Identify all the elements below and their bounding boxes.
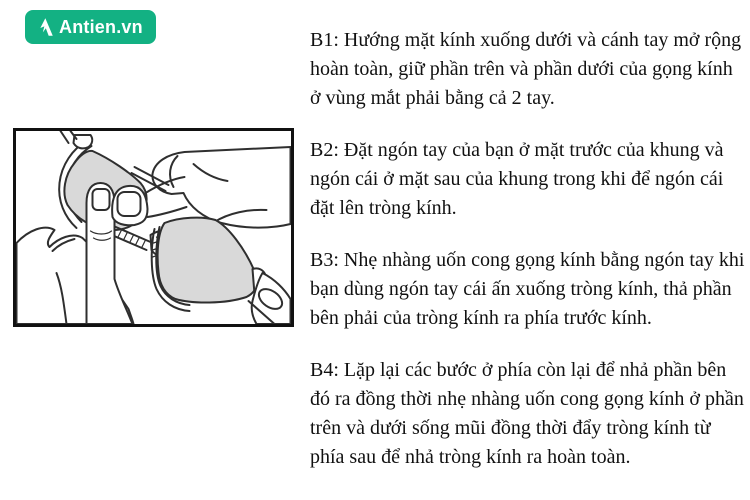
glasses-illustration — [16, 131, 291, 324]
right-lens-assembly — [152, 218, 291, 324]
left-hinge — [74, 135, 93, 148]
step-paragraph-b2: B2: Đặt ngón tay của bạn ở mặt trước của khung và ngón cái ở mặt sau của khung trong khi để ngón cái đặt lên tròng kính. — [310, 139, 724, 219]
instruction-steps — [310, 26, 748, 495]
right-lens — [158, 218, 257, 303]
thumbnail — [118, 192, 141, 216]
step-paragraph-b3: B3: Nhẹ nhàng uốn cong gọng kính bằng ngón tay khi bạn dùng ngón tay cái ấn xuống tròng kính, thả phần bên phải của tròng kính ra phía trước kính. — [310, 249, 745, 329]
step-paragraph-b4: B4: Lặp lại các bước ở phía còn lại để nhả phần bên đó ra đồng thời nhẹ nhàng uốn cong gọng kính ở phần trên và dưới sống mũi đồng thời đẩy tròng kính từ phía sau để nhả tròng kính ra hoàn toàn. — [310, 359, 744, 468]
antien-logo-badge — [25, 10, 156, 44]
logo-label: Antien.vn — [59, 16, 143, 37]
right-hand — [152, 147, 290, 228]
lightning-a-icon — [34, 17, 54, 37]
step-paragraph-b1: B1: Hướng mặt kính xuống dưới và cánh tay mở rộng hoàn toàn, giữ phần trên và phần dưới của gọng kính ở vùng mắt phải bằng cả 2 tay. — [310, 29, 742, 109]
glasses-illustration-frame — [13, 128, 294, 327]
index-fingernail — [93, 189, 110, 210]
